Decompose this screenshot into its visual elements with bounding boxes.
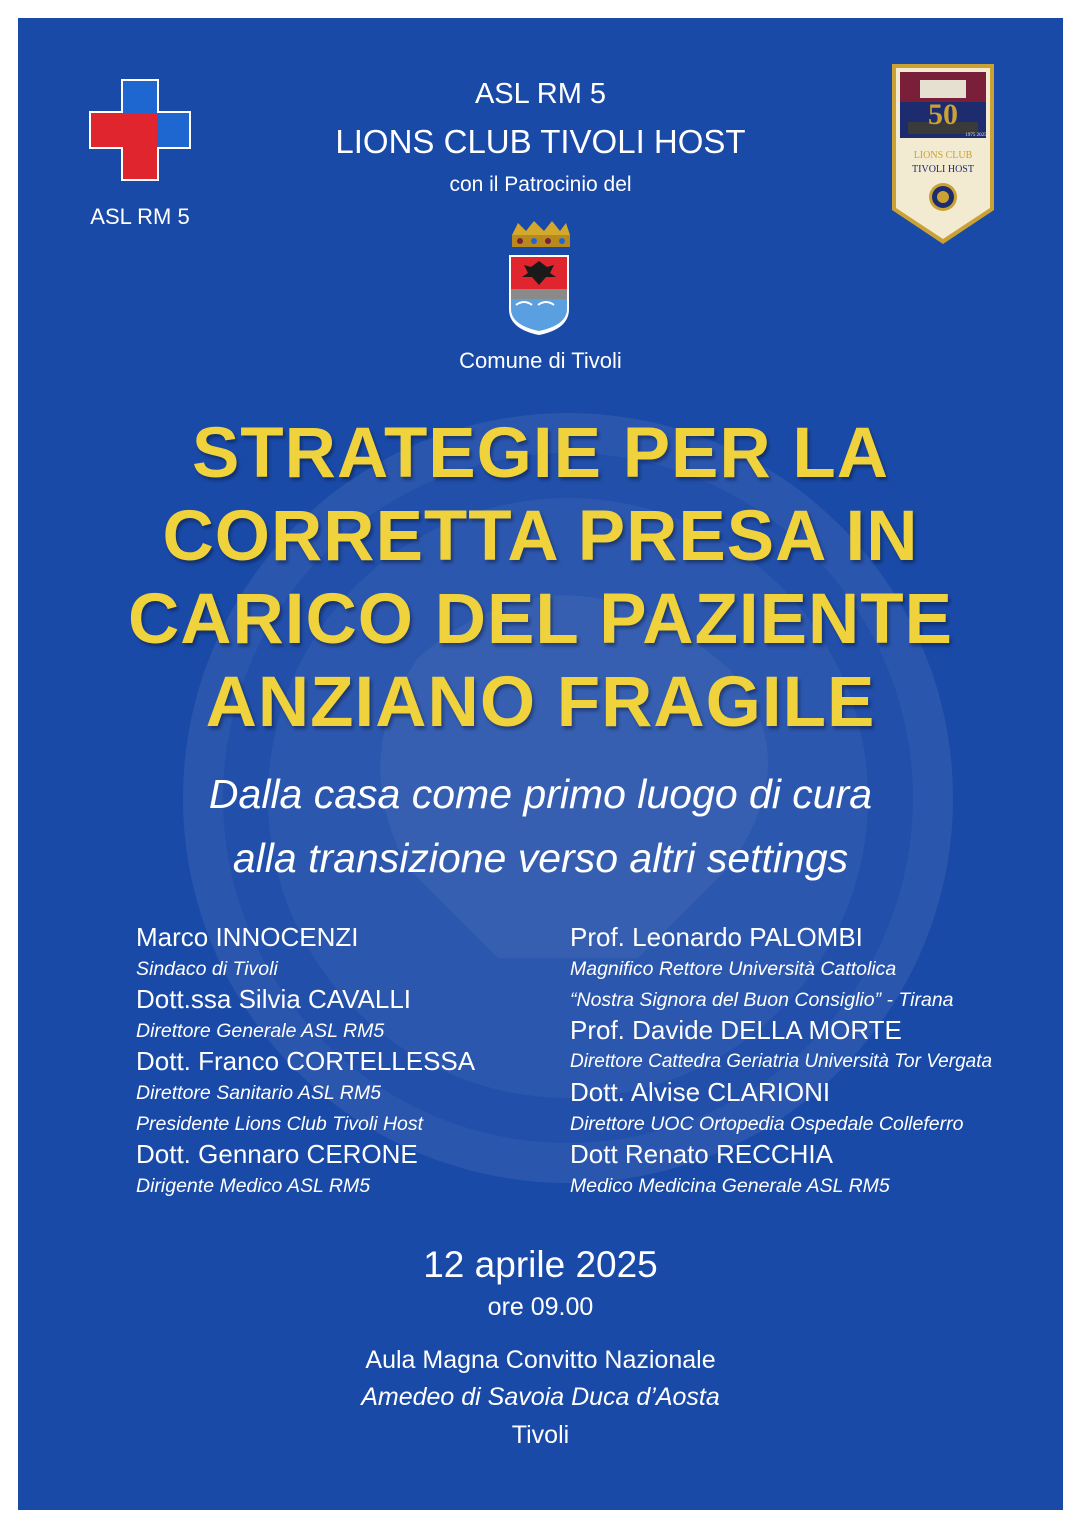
speaker-role: Direttore Generale ASL RM5 — [136, 1020, 385, 1042]
title-line-4: ANZIANO FRAGILE — [205, 663, 876, 742]
title-line-2: CORRETTA PRESA IN — [162, 497, 919, 576]
event-city: Tivoli — [511, 1421, 570, 1449]
speaker-name: Dott.ssa Silvia CAVALLI — [136, 984, 412, 1014]
event-venue-name: Amedeo di Savoia Duca d’Aosta — [361, 1383, 720, 1411]
header-line-3: con il Patrocinio del — [449, 173, 632, 196]
speaker-role: Direttore Cattedra Geriatria Università Tor Vergata — [570, 1051, 993, 1072]
lions-club-pennant-logo — [890, 62, 996, 246]
subtitle-line-1: Dalla casa come primo luogo di cura — [208, 771, 873, 817]
poster — [18, 18, 1063, 1510]
anniversary-years: 1975 2025 — [965, 133, 987, 138]
event-venue: Aula Magna Convitto Nazionale — [365, 1346, 716, 1374]
event-time: ore 09.00 — [487, 1293, 594, 1321]
speaker-name: Prof. Leonardo PALOMBI — [570, 922, 863, 952]
speaker-role: Presidente Lions Club Tivoli Host — [136, 1113, 424, 1135]
speaker-role: Magnifico Rettore Università Cattolica — [570, 958, 897, 980]
speaker-name: Dott. Alvise CLARIONI — [570, 1077, 831, 1107]
speaker-role: Direttore UOC Ortopedia Ospedale Colleferro — [570, 1113, 964, 1135]
speaker-role: Medico Medicina Generale ASL RM5 — [570, 1175, 890, 1197]
speaker-role: “Nostra Signora del Buon Consiglio” - Tirana — [570, 989, 954, 1011]
speaker-role: Sindaco di Tivoli — [136, 958, 278, 980]
title-line-1: STRATEGIE PER LA — [191, 414, 890, 493]
speaker-role: Direttore Sanitario ASL RM5 — [136, 1082, 381, 1104]
speaker-name: Marco INNOCENZI — [136, 922, 359, 952]
title-line-3: CARICO DEL PAZIENTE — [127, 580, 954, 659]
comune-label: Comune di Tivoli — [459, 348, 622, 373]
asl-logo-label: ASL RM 5 — [90, 204, 190, 229]
header-line-2: LIONS CLUB TIVOLI HOST — [335, 123, 746, 160]
subtitle-line-2: alla transizione verso altri settings — [232, 835, 849, 881]
pennant-club-text: LIONS CLUB — [913, 150, 973, 161]
speaker-name: Dott. Gennaro CERONE — [136, 1139, 418, 1169]
speaker-name: Dott. Franco CORTELLESSA — [136, 1046, 476, 1076]
tivoli-coat-of-arms — [504, 221, 574, 336]
speaker-name: Dott Renato RECCHIA — [570, 1139, 833, 1169]
header-line-1: ASL RM 5 — [474, 78, 607, 110]
event-date: 12 aprile 2025 — [423, 1244, 658, 1285]
speaker-role: Dirigente Medico ASL RM5 — [136, 1175, 371, 1197]
anniversary-number: 50 — [928, 98, 958, 131]
pennant-name-text: TIVOLI HOST — [912, 164, 974, 175]
speaker-name: Prof. Davide DELLA MORTE — [570, 1015, 902, 1045]
